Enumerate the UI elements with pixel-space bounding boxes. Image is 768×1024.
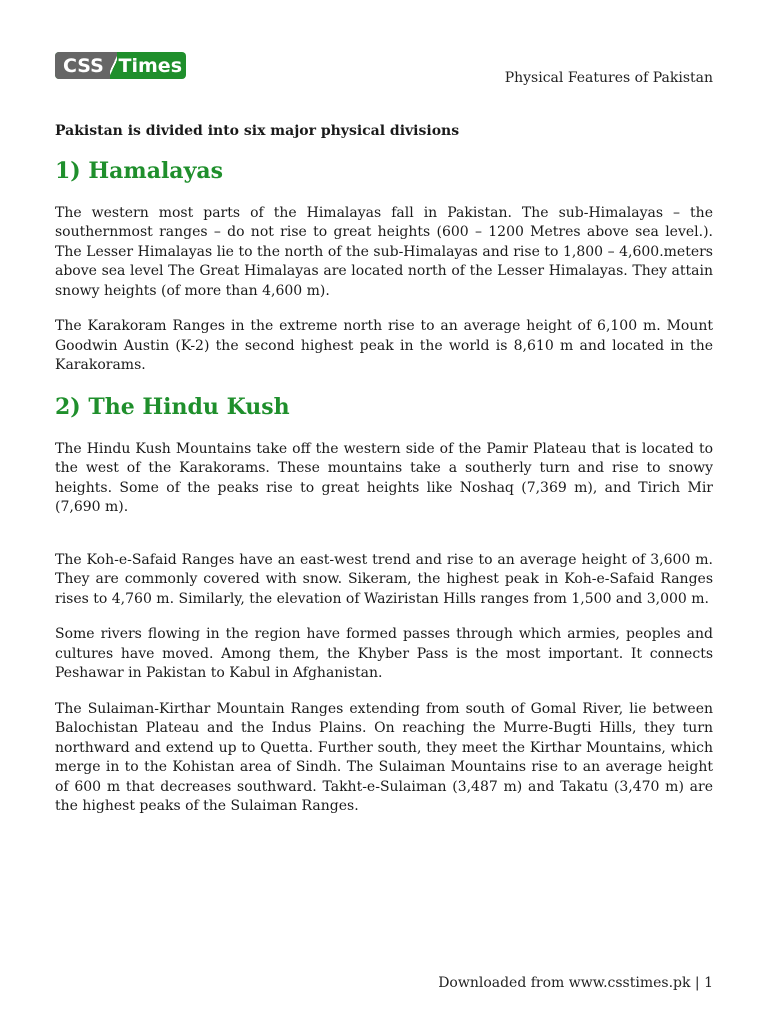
logo-text-css: CSS xyxy=(55,52,110,79)
paragraph: The Hindu Kush Mountains take off the western side of the Pamir Plateau that is located to the west of the Karakorams. These mountains take a southerly turn and rise to snowy heights. Some of the peaks rise to great heights like Noshaq (7,369 m), and Tirich Mir (7,690 m). xyxy=(55,440,713,515)
page-footer: Downloaded from www.csstimes.pk | 1 xyxy=(438,975,713,991)
page-header-title: Physical Features of Pakistan xyxy=(504,70,713,86)
paragraph: The Karakoram Ranges in the extreme north rise to an average height of 6,100 m. Mount Goodwin Austin (K-2) the second highest peak in the world is 8,610 m and located in the Karakorams. xyxy=(55,318,713,373)
paragraph: The Koh-e-Safaid Ranges have an east-west trend and rise to an average height of 3,600 m. They are commonly covered with snow. Sikeram, the highest peak in Koh-e-Safaid Ranges rises to 4,760 m. Similarly, the elevation of Waziristan Hills ranges from 1,500 and 3,000 m. xyxy=(55,551,713,607)
intro-line: Pakistan is divided into six major physical divisions xyxy=(55,123,460,139)
section-himalayas xyxy=(55,156,713,376)
spacer xyxy=(55,534,713,551)
section-heading: 2) The Hindu Kush xyxy=(55,393,290,420)
paragraph: The western most parts of the Himalayas fall in Pakistan. The sub-Himalayas – the southernmost ranges – do not rise to great heights (600 – 1200 Metres above sea level.). The Lesser Himalayas lie to the north of the sub-Himalayas and rise to 1,800 – 4,600.meters above sea level The Great Himalayas are located north of the Lesser Himalayas. They attain snowy heights (of more than 4,600 m). xyxy=(55,204,713,299)
section-heading: 1) Hamalayas xyxy=(55,157,223,184)
paragraph: Some rivers flowing in the region have formed passes through which armies, peoples and cultures have moved. Among them, the Khyber Pass is the most important. It connects Peshawar in Pakistan to Kabul in Afghanistan. xyxy=(55,626,713,681)
paragraph: The Sulaiman-Kirthar Mountain Ranges extending from south of Gomal River, lie between Balochistan Plateau and the Indus Plains. On reaching the Murre-Bugti Hills, they turn northward and extend up to Quetta. Further south, they meet the Kirthar Mountains, which merge in to the Kohistan area of Sindh. The Sulaiman Mountains rise to an average height of 600 m that decreases southward. Takht-e-Sulaiman (3,487 m) and Takatu (3,470 m) are the highest peaks of the Sulaiman Ranges. xyxy=(55,700,713,814)
css-times-logo xyxy=(55,52,186,79)
section-hindu-kush xyxy=(55,392,713,817)
logo-text-times: Times xyxy=(118,54,182,77)
logo-slash-icon xyxy=(110,52,117,79)
document-body xyxy=(55,122,713,833)
